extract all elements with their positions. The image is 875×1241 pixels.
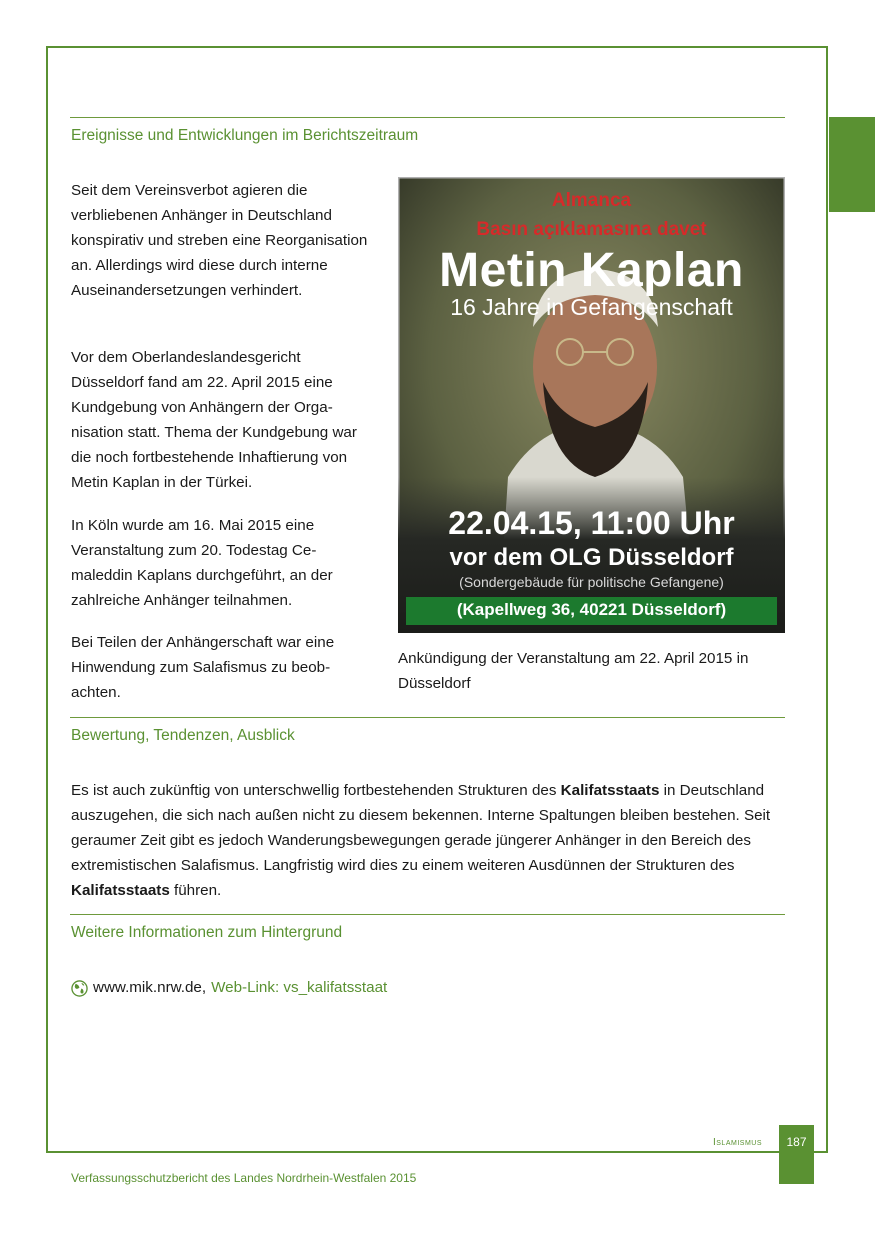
site-text: www.mik.nrw.de, bbox=[93, 979, 207, 996]
rating-bold-1: Kalifatsstaats bbox=[560, 782, 660, 799]
rating-bold-2: Kalifatsstaats bbox=[71, 882, 170, 899]
section-label: Islamismus bbox=[712, 1137, 762, 1148]
poster-line-1: Almanca bbox=[551, 190, 632, 211]
globe-icon bbox=[71, 980, 88, 997]
poster-datetime: 22.04.15, 11:00 Uhr bbox=[448, 505, 735, 541]
poster-address: (Kapellweg 36, 40221 Düsseldorf) bbox=[456, 600, 727, 619]
event-poster-image bbox=[398, 177, 785, 633]
footer-publication: Verfassungsschutzbericht des Landes Nordrhein-Westfalen 2015 bbox=[71, 1171, 417, 1185]
chapter-tab bbox=[829, 117, 875, 212]
web-link[interactable]: Web-Link: vs_kalifatsstaat bbox=[211, 979, 388, 996]
poster-place: vor dem OLG Düsseldorf bbox=[449, 544, 734, 571]
events-paragraph-4: Bei Teilen der Anhängerschaft war eine Hinwendung zum Salafismus zu beobachten. bbox=[71, 634, 335, 701]
events-heading: Ereignisse und Entwicklungen im Berichtszeitraum bbox=[71, 127, 419, 144]
page-number: 187 bbox=[779, 1125, 814, 1184]
poster-place-note: (Sondergebäude für politische Gefangene) bbox=[459, 574, 724, 590]
divider bbox=[70, 117, 785, 118]
rating-heading: Bewertung, Tendenzen, Ausblick bbox=[71, 727, 295, 744]
info-heading: Weitere Informationen zum Hintergrund bbox=[71, 924, 343, 941]
info-link-row bbox=[71, 977, 387, 999]
poster-caption: Ankündigung der Veranstaltung am 22. April 2015 in Düsseldorf bbox=[398, 650, 749, 692]
poster-subtitle: 16 Jahre in Gefangenschaft bbox=[450, 294, 733, 320]
poster-title: Metin Kaplan bbox=[439, 244, 744, 297]
rating-text-1: Es ist auch zukünftig von unterschwellig fortbestehenden Strukturen des bbox=[71, 782, 561, 799]
events-paragraph-1: Seit dem Vereinsverbot agieren die verbliebenen Anhänger in Deutschland konspirativ und streben eine Reorganisation an. Allerdings wird diese durch interne Auseinandersetzungen verhindert. bbox=[71, 182, 368, 299]
poster-line-2: Basın açıklamasına davet bbox=[476, 219, 707, 240]
events-paragraph-2: Vor dem Oberlandeslandesgericht Düsseldorf fand am 22. April 2015 eine Kundgebung von Anhängern der Organisation statt. Thema der Kundgebung war die noch fortbestehende Inhaftierung von Metin Kaplan in der Türkei. bbox=[71, 349, 357, 491]
divider bbox=[70, 914, 785, 915]
rating-text-3: führen. bbox=[169, 882, 222, 899]
divider bbox=[70, 717, 785, 718]
rating-text-2: in Deutschland auszugehen, die sich nach außen nicht zu diesem bekennen. Interne Spaltungen bleiben bestehen. Seit geraumer Zeit gibt es jedoch Wanderungsbewegungen gerade jüngerer Anhänger in den Bereich des extremistischen Salafismus. Langfristig wird dies zu einem weiteren Ausdünnen der Strukturen des bbox=[71, 782, 771, 874]
rating-paragraph bbox=[71, 778, 783, 903]
events-paragraph-3: In Köln wurde am 16. Mai 2015 eine Veranstaltung zum 20. Todestag Cemaleddin Kaplans durchgeführt, an der zahlreiche Anhänger teilnahmen. bbox=[71, 517, 333, 609]
